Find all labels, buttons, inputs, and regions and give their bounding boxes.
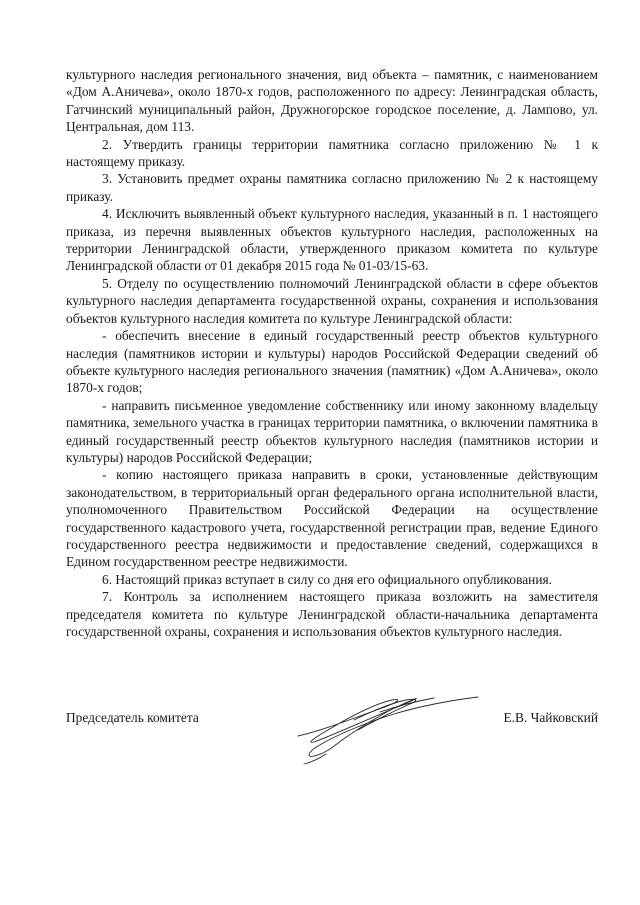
paragraph-1-continuation: культурного наследия регионального значения, вид объекта – памятник, с наименованием «Дом А.Аничева», около 1870-х годов, расположенного по адресу: Ленинградская область, Гатчинский муниципальный район, Дружногорское городское поселение, д. Лампово, ул. Центральная, дом 113. [66, 67, 598, 135]
document-body [66, 66, 598, 640]
signatory-position: Председатель комитета [66, 710, 199, 725]
paragraph-5: 5. Отделу по осуществлению полномочий Ленинградской области в сфере объектов культурного наследия департамента государственной охраны, сохранения и использования объектов культурного наследия комитета по культуре Ленинградской области: [66, 275, 598, 326]
paragraph-5-item-2: - направить письменное уведомление собственнику или иному законному владельцу памятника, земельного участка в границах территории памятника, о включении памятника в единый государственный реестр объектов культурного наследия (памятников истории и культуры) народов Российской Федерации; [66, 397, 598, 465]
paragraph-3: 3. Установить предмет охраны памятника согласно приложению № 2 к настоящему приказу. [66, 171, 598, 204]
paragraph-5-item-1: - обеспечить внесение в единый государственный реестр объектов культурного наследия (памятников истории и культуры) народов Российской Федерации сведений об объекте культурного наследия регионального значения (памятник) «Дом А.Аничева», около 1870-х годов; [66, 328, 598, 396]
signature-block [66, 708, 598, 788]
paragraph-7: 7. Контроль за исполнением настоящего приказа возложить на заместителя председателя комитета по культуре Ленинградской области-начальника департамента государственной охраны, сохранения и использования объектов культурного наследия. [66, 589, 598, 639]
paragraph-6: 6. Настоящий приказ вступает в силу со дня его официального опубликования. [102, 571, 552, 587]
handwritten-signature [284, 684, 484, 776]
paragraph-5-item-3: - копию настоящего приказа направить в сроки, установленные действующим законодательством, в территориальный орган федерального органа исполнительной власти, уполномоченного Правительством Российской Федерации на осуществление государственного кадастрового учета, государственной регистрации прав, ведение Единого государственного реестра недвижимости и предоставление сведений, содержащихся в Едином государственном реестре недвижимости. [66, 467, 598, 570]
paragraph-4: 4. Исключить выявленный объект культурного наследия, указанный в п. 1 настоящего приказа, из перечня выявленных объектов культурного наследия, расположенных на территории Ленинградской области, утвержденного приказом комитета по культуре Ленинградской области от 01 декабря 2015 года № 01-03/15-63. [66, 206, 598, 274]
paragraph-2: 2. Утвердить границы территории памятника согласно приложению № 1 к настоящему приказу. [66, 136, 598, 170]
signatory-name: Е.В. Чайковский [503, 710, 598, 725]
